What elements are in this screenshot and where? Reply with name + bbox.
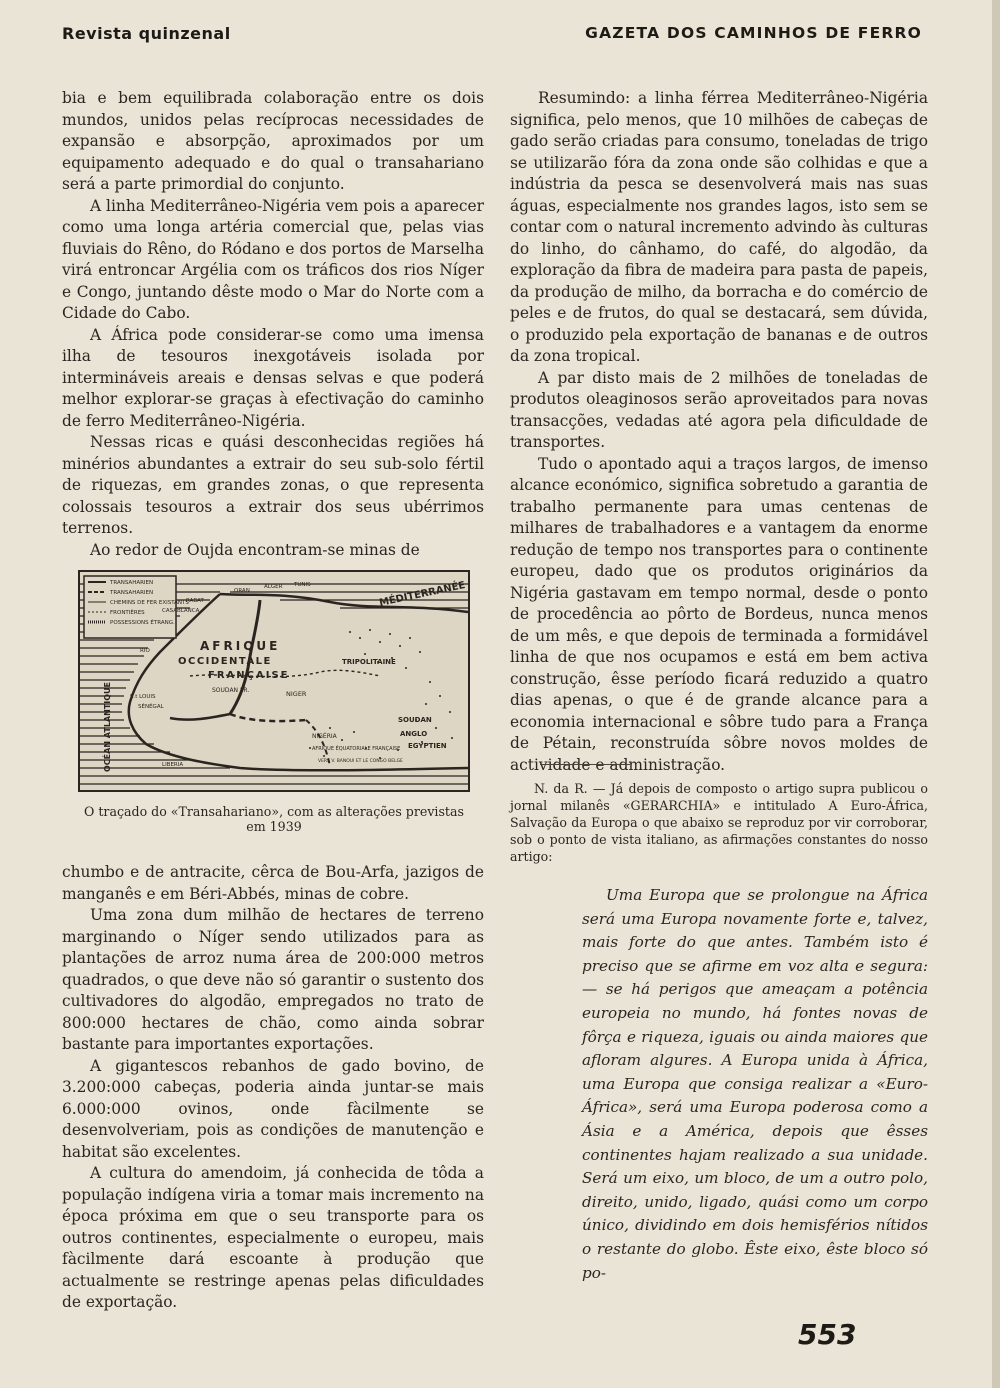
quoted-passage: [582, 884, 928, 1285]
map-legend-item: POSSESSIONS ÉTRANG.: [110, 620, 175, 626]
paragraph: A linha Mediterrâneo-Nigéria vem pois a aparecer como uma longa artéria comercial que, pelas vias fluviais do Rêno, do Ródano e dos portos de Marselha virá entroncar Argélia com os tráficos dos rios Níger e Congo, juntando dêste modo o Mar do Norte com a Cidade do Cabo.: [62, 196, 484, 322]
map-label: VERS V. BANOUI ET LE CONGO BELGE: [318, 759, 403, 764]
quote-text: Uma Europa que se prolongue na África será uma Europa novamente forte e, talvez, mais forte do que antes. Também isto é preciso que se afirme em voz alta e segura: — se há perigos que ameaçam a potência europeia no mundo, há fontes novas de fôrça e riqueza, iguais ou ainda maiores que afloram algures. A Europa unida à África, uma Europa que consiga realizar a «Euro-África», será uma Europa poderosa como a Ásia e a América, depois que êsses continentes hajam realizado a sua unidade. Será um eixo, um bloco, de um a outro polo, direito, unido, ligado, quási como um corpo único, dividindo em dois hemisférios nítidos o restante do globo. Êste eixo, êste bloco só po-: [582, 886, 928, 1282]
map-label: RABAT: [186, 598, 204, 604]
map-label: NIGER: [286, 690, 307, 698]
page-edge: [992, 0, 1000, 1388]
paragraph: chumbo e de antracite, cêrca de Bou-Arfa, jazigos de manganês e em Béri-Abbés, minas de cobre.: [62, 863, 484, 903]
separator-rule: [540, 764, 630, 765]
paragraph: A gigantescos rebanhos de gado bovino, de 3.200:000 cabeças, poderia ainda juntar-se mais 6.000:000 ovinos, onde fàcilmente se desenvolveriam, pois as condições de manutenção e habitat são excelentes.: [62, 1056, 484, 1161]
running-head-right: GAZETA DOS CAMINHOS DE FERRO: [585, 24, 922, 42]
left-column-bottom: [62, 862, 484, 1314]
map-image: [78, 570, 470, 792]
paragraph: Tudo o apontado aqui a traços largos, de imenso alcance económico, significa sobretudo a garantia de trabalho permanente para umas centenas de milhares de trabalhadores e a vantagem da enorme redução de tempo nos transportes para o continente europeu, dado que os produtos originários da Nigéria gastavam em tempo normal, desde o ponto de procedência ao pôrto de Bordeus, nunca menos de um mês, e que depois de terminada a formidável linha de que nos ocupamos e está em bem activa construção, êsse período ficará reduzido a quatro dias apenas, o que é de grande alcance para a economia internacional e sôbre tudo para a França de Pétain, reconstruída sôbre novos moldes de actividade e administração.: [510, 454, 928, 774]
running-head-left: Revista quinzenal: [62, 24, 231, 43]
map-label: EGYPTIEN: [408, 742, 447, 750]
map-label: LIBERIA: [162, 762, 184, 768]
map-label: AFRIQUE: [200, 639, 281, 653]
paragraph: Resumindo: a linha férrea Mediterrâneo-Nigéria significa, pelo menos, que 10 milhões de cabeças de gado serão criadas para consumo, toneladas de trigo se utilizarão fóra da zona onde são colhidas e que a indústria da pesca se desenvolverá mais nas suas águas, especialmente nos grandes lagos, isto sem se contar com o natural incremento advindo às culturas do linho, do cânhamo, do café, do algodão, da exploração da fibra de madeira para pasta de papeis, da produção de milho, da borracha e do comércio de peles e de frutos, do qual se destacará, sem dúvida, o produzido pela exportação de bananas e de outros da zona tropical.: [510, 89, 928, 365]
map-label: TRIPOLITAINE: [342, 658, 396, 666]
figure-caption: O traçado do «Transahariano», com as alterações previstas em 1939: [84, 804, 464, 834]
map-label: SÉNÉGAL: [138, 704, 164, 710]
map-drawing: [80, 572, 468, 790]
right-column: [510, 88, 928, 776]
map-label: SOUDAN FR.: [212, 687, 250, 694]
paragraph: A África pode considerar-se como uma imensa ilha de tesouros inexgotáveis isolada por intermináveis areais e densas selvas e que poderá melhor explorar-se graças à efectivação do caminho de ferro Mediterrâneo-Nigéria.: [62, 325, 484, 430]
map-legend-item: FRONTIÈRES: [110, 610, 145, 616]
map-label: FRANÇAISE: [208, 670, 290, 681]
map-label: SOUDAN: [398, 716, 432, 724]
paragraph: Nessas ricas e quási desconhecidas regiões há minérios abundantes a extrair do seu sub-solo fértil de riquezas, em grandes zonas, o que representa colossais tesouros a extrair dos seus ubérrimos terrenos.: [62, 433, 484, 537]
paragraph: A cultura do amendoim, já conhecida de tôda a população indígena viria a tomar mais incremento na época próxima em que o seu transporte para os outros continentes, especialmente o europeu, mais fàcilmente dará escoante à produção que actualmente se restringe apenas pelas dificuldades de exportação.: [62, 1164, 484, 1311]
left-column-top: [62, 88, 484, 561]
map-label: S.t LOUIS: [130, 694, 156, 700]
map-label: OCCIDENTALE: [178, 656, 272, 667]
editor-note: N. da R. — Já depois de composto o artigo supra publicou o jornal milanês «GERARCHIA» e intitulado A Euro-África, Salvação da Europa o que abaixo se reproduz por vir corroborar, sob o ponto de vista italiano, as afirmações constantes do nosso artigo:: [510, 781, 928, 864]
paragraph: Ao redor de Oujda encontram-se minas de: [90, 540, 420, 559]
map-label: CASABLANCA: [162, 608, 200, 614]
map-label: TUNIS: [294, 582, 311, 588]
map-legend-item: TRANSAHARIEN: [110, 580, 154, 586]
paragraph: A par disto mais de 2 milhões de toneladas de produtos oleaginosos serão aproveitados para novas transacções, vedadas até agora pela dificuldade de transportes.: [510, 368, 928, 451]
map-figure: [78, 570, 470, 834]
map-label: ALGER: [264, 584, 283, 590]
page-number: 553: [798, 1318, 857, 1351]
map-label: RIO: [140, 648, 150, 654]
map-label: NIGÉRIA: [312, 733, 337, 740]
map-legend-item: CHEMINS DE FER EXISTANTS: [110, 600, 189, 606]
map-label: ORAN: [234, 588, 250, 594]
map-label: AFRIQUE ÉQUATORIALE FRANÇAISE: [312, 746, 401, 752]
paragraph: bia e bem equilibrada colaboração entre os dois mundos, unidos pelas recíprocas necessidades de expansão e absorpção, aproximados por um equipamento adequado e do qual o transahariano será a parte primordial do conjunto.: [62, 89, 484, 193]
map-legend-item: TRANSAHARIEN: [110, 590, 154, 596]
map-label: MÉDITERRANÉE: [378, 579, 467, 609]
map-label: OCÉAN ATLANTIQUE: [103, 681, 112, 772]
paragraph: Uma zona dum milhão de hectares de terreno marginando o Níger sendo utilizados para as plantações de arroz numa área de 200:000 metros quadrados, o que deve não só garantir o sustento dos cultivadores do algodão, empregados no trato de 800:000 hectares de chão, como ainda sobrar bastante para importantes exportações.: [62, 906, 484, 1053]
map-label: ANGLO: [400, 730, 428, 738]
